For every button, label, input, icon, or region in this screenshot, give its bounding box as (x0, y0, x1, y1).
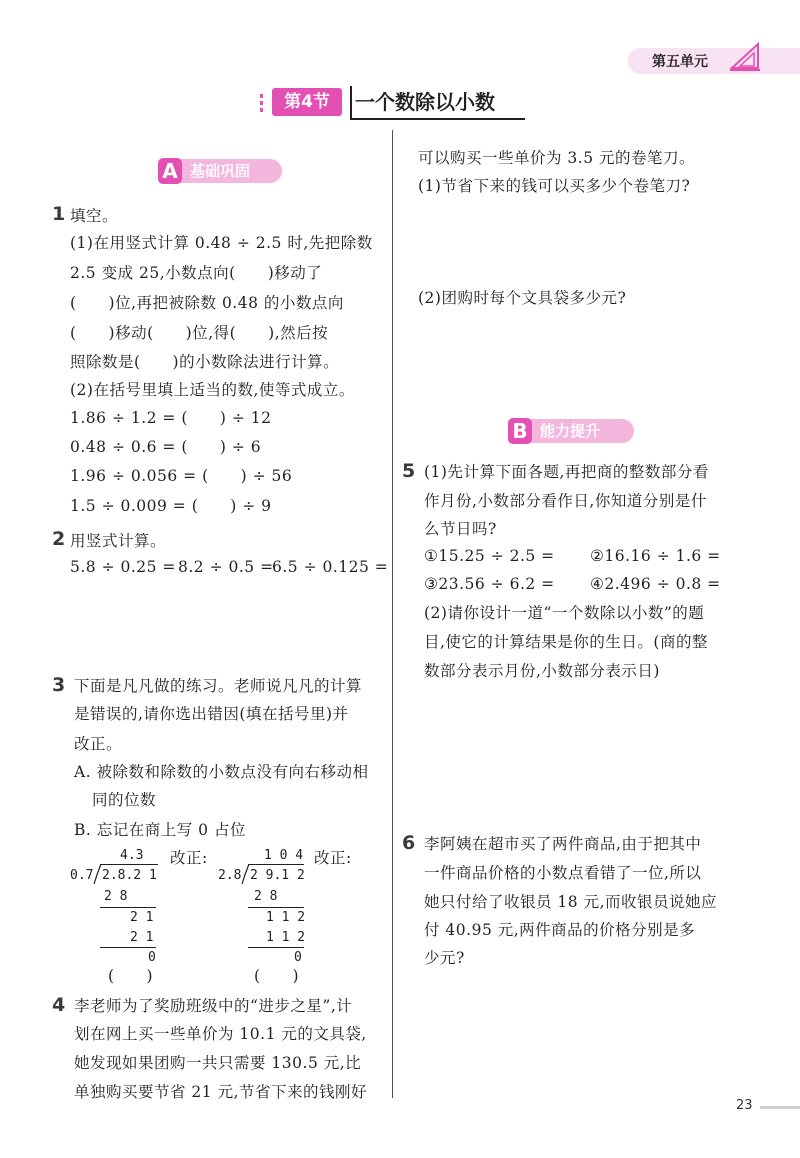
question-1-title: 填空。 (70, 207, 119, 225)
category-a-label: 基础巩固 (190, 162, 251, 180)
title-underline (350, 118, 525, 120)
q1-line: (2)在括号里填上适当的数,使等式成立。 (70, 381, 355, 399)
calc1-step: 0 (148, 950, 156, 965)
question-5-number: 5 (402, 460, 416, 482)
q1-line: 2.5 变成 25,小数点向( )移动了 (70, 264, 323, 282)
q6-line: 付 40.95 元,两件商品的价格分别是多 (424, 921, 696, 939)
q4-sub2: (2)团购时每个文具袋多少元? (418, 289, 627, 307)
calc2-step: 2 8 (254, 889, 278, 904)
category-b-letter: B (508, 418, 532, 444)
q4-sub1: (1)节省下来的钱可以买多少个卷笔刀? (418, 177, 691, 195)
q1-line: 1.5 ÷ 0.009 = ( ) ÷ 9 (70, 497, 272, 515)
q6-line: 她只付给了收银员 18 元,而收银员说她应 (424, 893, 718, 911)
q1-line: (1)在用竖式计算 0.48 ÷ 2.5 时,先把除数 (70, 234, 373, 252)
calc2-line (248, 947, 304, 948)
page-footer-bar (760, 1106, 800, 1109)
calc1-dividend: 2.8.2 1 (102, 868, 157, 883)
calc1-step: 2 1 (130, 930, 154, 945)
column-divider (392, 130, 393, 1098)
q1-line: 1.96 ÷ 0.056 = ( ) ÷ 56 (70, 467, 293, 485)
calc1-line (100, 947, 156, 948)
q1-line: ( )移动( )位,得( ),然后按 (70, 324, 329, 342)
q5-expression: ①15.25 ÷ 2.5 = (424, 547, 555, 565)
q4-line: 李老师为了奖励班级中的“进步之星”,计 (74, 997, 353, 1015)
q1-line: 1.86 ÷ 1.2 = ( ) ÷ 12 (70, 409, 272, 427)
q1-line: ( )位,再把被除数 0.48 的小数点向 (70, 294, 344, 312)
calc2-step: 1 1 2 (266, 930, 306, 945)
title-bracket (350, 86, 352, 118)
calc1-bar (100, 864, 158, 865)
q4-line: 她发现如果团购一共只需要 130.5 元,比 (74, 1054, 362, 1072)
unit-label: 第五单元 (652, 54, 708, 70)
q1-line: 照除数是( )的小数除法进行计算。 (70, 353, 340, 371)
q6-line: 一件商品价格的小数点看错了一位,所以 (424, 864, 702, 882)
q5-line: (1)先计算下面各题,再把商的整数部分看 (424, 463, 709, 481)
q5-expression: ③23.56 ÷ 6.2 = (424, 575, 555, 593)
q5-expression: ②16.16 ÷ 1.6 = (590, 547, 721, 565)
calc1-answer-paren: ( ) (108, 967, 154, 985)
calc1-step: 2 8 (104, 889, 128, 904)
calc1-divisor: 0.7 (70, 868, 94, 883)
q3-option-b: B. 忘记在商上写 0 占位 (74, 821, 246, 839)
q5-line: 目,使它的计算结果是你的生日。(商的整 (424, 633, 708, 651)
q3-line: 改正。 (74, 735, 123, 753)
triangle-ruler-icon (728, 40, 762, 72)
section-title: 一个数除以小数 (355, 90, 495, 114)
calc1-fix-label: 改正: (170, 849, 208, 867)
question-1-number: 1 (52, 203, 66, 225)
q5-line: 作月份,小数部分看作日,你知道分别是什 (424, 492, 707, 510)
q5-line: 数部分表示月份,小数部分表示日) (424, 662, 660, 680)
q6-line: 少元? (424, 949, 465, 967)
q6-line: 李阿姨在超市买了两件商品,由于把其中 (424, 835, 702, 853)
q3-line: 下面是凡凡做的练习。老师说凡凡的计算 (74, 677, 363, 695)
calc2-dividend: 2 9.1 2 (250, 868, 305, 883)
question-2-title: 用竖式计算。 (70, 532, 167, 550)
calc2-divisor: 2.8 (218, 868, 242, 883)
q5-line: (2)请你设计一道“一个数除以小数”的题 (424, 604, 705, 622)
q4-continue: 可以购买一些单价为 3.5 元的卷笔刀。 (418, 149, 696, 167)
q2-expression: 5.8 ÷ 0.25 = (70, 558, 176, 576)
category-b-label: 能力提升 (540, 422, 601, 440)
q3-line: 是错误的,请你选出错因(填在括号里)并 (74, 705, 349, 723)
page-number: 23 (736, 1098, 753, 1113)
calc2-answer-paren: ( ) (254, 967, 300, 985)
calc1-line (100, 907, 156, 908)
section-marker-icon (258, 94, 270, 112)
question-2-number: 2 (52, 528, 66, 550)
question-4-number: 4 (52, 994, 66, 1016)
calc1-quotient: 4.3 (120, 848, 144, 863)
q5-line: 么节日吗? (424, 520, 497, 538)
q5-expression: ④2.496 ÷ 0.8 = (590, 575, 721, 593)
calc2-line (248, 907, 304, 908)
calc1-step: 2 1 (130, 910, 154, 925)
q2-expression: 6.5 ÷ 0.125 = (272, 558, 389, 576)
q1-line: 0.48 ÷ 0.6 = ( ) ÷ 6 (70, 438, 262, 456)
calc2-step: 0 (294, 950, 302, 965)
calc2-fix-label: 改正: (314, 849, 352, 867)
calc2-step: 1 1 2 (266, 910, 306, 925)
question-6-number: 6 (402, 832, 416, 854)
section-tag: 第4节 (272, 88, 342, 116)
q3-option-a: A. 被除数和除数的小数点没有向右移动相 (74, 763, 369, 781)
calc2-quotient: 1 0 4 (264, 848, 304, 863)
q4-line: 单独购买要节省 21 元,节省下来的钱刚好 (74, 1083, 368, 1101)
q3-option-a-cont: 同的位数 (92, 791, 157, 809)
q4-line: 划在网上买一些单价为 10.1 元的文具袋, (74, 1025, 367, 1043)
category-a-letter: A (158, 158, 182, 184)
q2-expression: 8.2 ÷ 0.5 = (178, 558, 274, 576)
question-3-number: 3 (52, 674, 66, 696)
calc2-bar (248, 864, 304, 865)
